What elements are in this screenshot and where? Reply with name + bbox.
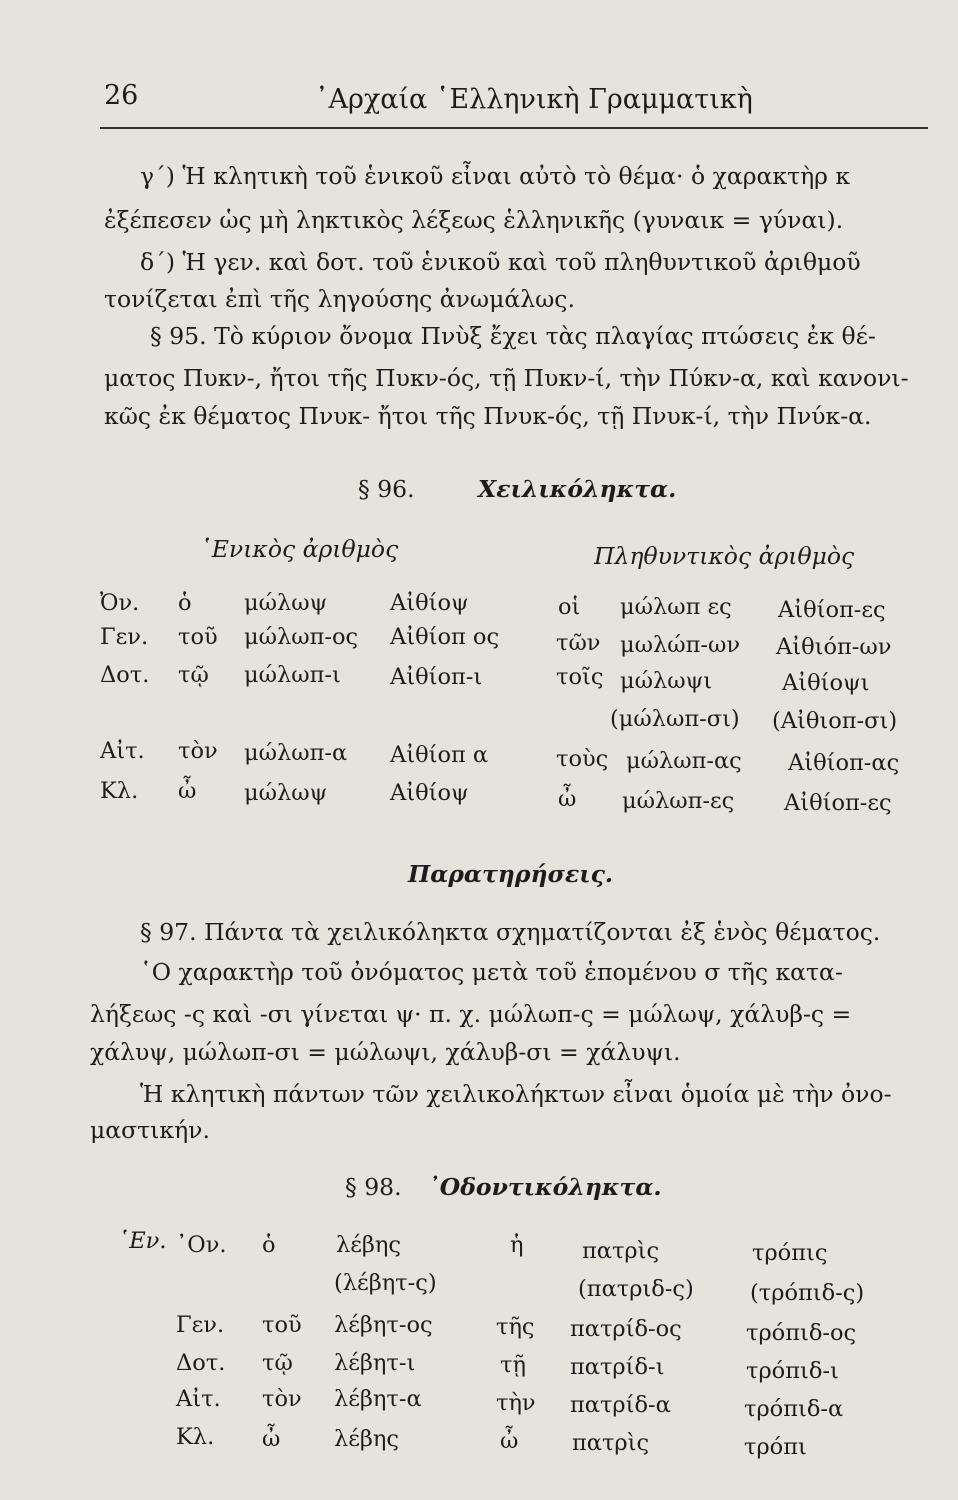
case-label: Ὀν. xyxy=(100,590,140,616)
plural-form: μώλωπ-ας xyxy=(626,748,742,774)
form: τρόπιδ-ι xyxy=(746,1358,839,1384)
form: λέβητ-α xyxy=(334,1386,422,1412)
form: Αἰθίοπ α xyxy=(390,742,489,768)
plural-form: Αἰθιόπ-ων xyxy=(776,634,892,660)
plural-article: τῶν xyxy=(556,630,601,656)
form: πατρίδ-α xyxy=(570,1392,671,1418)
plural-label: Πληθυντικὸς ἀριθμὸς xyxy=(594,542,855,570)
form: λέβητ-ος xyxy=(334,1312,433,1338)
remarks-heading: Παρατηρήσεις. xyxy=(408,860,614,888)
form: πατρὶς xyxy=(582,1238,660,1264)
form: λέβης xyxy=(336,1232,402,1258)
form: πατρίδ-ι xyxy=(570,1354,665,1380)
remarks-line: Ἡ κλητικὴ πάντων τῶν χειλικολήκτων εἶναι ὁμοία μὲ τὴν ὀνο- xyxy=(140,1080,892,1108)
plural-form: μώλωψι xyxy=(620,668,713,694)
section-96-number: § 96. xyxy=(358,475,415,503)
remarks-line: χάλυψ, μώλωπ-σι = μώλωψι, χάλυβ-σι = χάλυψι. xyxy=(90,1038,681,1066)
form: (τρόπιδ-ς) xyxy=(750,1280,865,1306)
case-label: Αἰτ. xyxy=(176,1386,221,1412)
form: μώλωπ-ος xyxy=(244,624,359,650)
number-label: ῾Εν. xyxy=(118,1228,167,1254)
case-label: Δοτ. xyxy=(100,662,150,688)
plural-form-alt: (Αἰθιοπ-σι) xyxy=(772,708,898,734)
article: τῷ xyxy=(178,662,209,688)
form: τρόπιδ-α xyxy=(744,1396,844,1422)
singular-label: ῾Ενικὸς ἀριθμὸς xyxy=(200,535,399,563)
section-98-title: ᾿Οδοντικόληκτα. xyxy=(428,1173,662,1201)
plural-form: Αἰθίοπ-ες xyxy=(778,597,886,623)
remarks-line: ῾Ο χαρακτὴρ τοῦ ὀνόματος μετὰ τοῦ ἑπομένου σ τῆς κατα- xyxy=(140,958,843,986)
form: μώλωψ xyxy=(244,780,328,806)
intro-line: κῶς ἐκ θέματος Πνυκ- ἤτοι τῆς Πνυκ-ός, τῇ Πνυκ-ί, τὴν Πνύκ-α. xyxy=(104,402,872,430)
remarks-line: μαστικήν. xyxy=(90,1116,210,1144)
plural-article: τοὺς xyxy=(556,746,609,772)
remarks-line: λήξεως -ς καὶ -σι γίνεται ψ· π. χ. μώλωπ-ς = μώλωψ, χάλυβ-ς = xyxy=(90,1000,852,1028)
article: ὁ xyxy=(178,590,192,616)
form: Αἰθίοψ xyxy=(390,590,469,616)
case-label: Δοτ. xyxy=(176,1350,226,1376)
article: τῷ xyxy=(262,1350,293,1376)
article: τοῦ xyxy=(262,1312,302,1338)
article: τῇ xyxy=(500,1352,526,1378)
plural-form: Αἰθίοπ-ες xyxy=(784,790,892,816)
plural-article: τοῖς xyxy=(556,664,604,690)
intro-line: § 95. Τὸ κύριον ὄνομα Πνὺξ ἔχει τὰς πλαγίας πτώσεις ἐκ θέ- xyxy=(150,322,876,350)
article: ὁ xyxy=(262,1232,276,1258)
case-label: Γεν. xyxy=(100,624,149,650)
header-rule xyxy=(100,127,928,129)
case-label: Γεν. xyxy=(176,1312,225,1338)
form: τρόπι xyxy=(744,1434,807,1460)
running-title: ᾿Αρχαία ῾Ελληνικὴ Γραμματικὴ xyxy=(315,84,753,115)
form: λέβητ-ι xyxy=(334,1350,416,1376)
section-96-title: Χειλικόληκτα. xyxy=(478,475,677,503)
plural-form: μώλωπ-ες xyxy=(622,788,735,814)
form: Αἰθίοπ ος xyxy=(390,624,500,650)
form: Αἰθίοπ-ι xyxy=(390,664,483,690)
form: (λέβητ-ς) xyxy=(334,1270,437,1296)
page-number: 26 xyxy=(104,80,139,111)
form: μώλωπ-ι xyxy=(244,662,341,688)
plural-form: μωλώπ-ων xyxy=(620,632,740,658)
form: λέβης xyxy=(334,1426,400,1452)
case-label: Κλ. xyxy=(100,778,139,804)
form: τρόπιδ-ος xyxy=(746,1320,857,1346)
form: Αἰθίοψ xyxy=(390,780,469,806)
form: πατρίδ-ος xyxy=(570,1316,682,1342)
plural-form-alt: (μώλωπ-σι) xyxy=(610,706,740,732)
form: τρόπις xyxy=(752,1240,828,1266)
form: μώλωπ-α xyxy=(244,740,348,766)
article: τὴν xyxy=(496,1390,536,1416)
intro-line: τονίζεται ἐπὶ τῆς ληγούσης ἀνωμάλως. xyxy=(104,285,575,313)
article: ὦ xyxy=(262,1426,281,1452)
form: (πατριδ-ς) xyxy=(578,1276,694,1302)
form: μώλωψ xyxy=(244,590,328,616)
section-98-number: § 98. xyxy=(345,1173,402,1201)
remarks-line: § 97. Πάντα τὰ χειλικόληκτα σχηματίζονται ἐξ ἑνὸς θέματος. xyxy=(140,918,881,946)
case-label: Κλ. xyxy=(176,1424,215,1450)
intro-line: ματος Πυκν-, ἤτοι τῆς Πυκν-ός, τῇ Πυκν-ί, τὴν Πύκν-α, καὶ κανονι- xyxy=(104,364,909,392)
plural-article: ὦ xyxy=(558,786,577,812)
plural-form: μώλωπ ες xyxy=(620,594,732,620)
article: ὦ xyxy=(500,1428,519,1454)
case-label: Αἰτ. xyxy=(100,738,145,764)
case-label: ᾿Ον. xyxy=(176,1232,227,1258)
plural-article: οἱ xyxy=(558,594,581,620)
article: ὦ xyxy=(178,778,197,804)
article: τὸν xyxy=(178,738,218,764)
article: τὸν xyxy=(262,1386,302,1412)
article: ἡ xyxy=(510,1232,524,1258)
plural-form: Αἰθίοπ-ας xyxy=(788,750,900,776)
intro-line: γ΄) Ἡ κλητικὴ τοῦ ἑνικοῦ εἶναι αὐτὸ τὸ θέμα· ὁ χαρακτὴρ κ xyxy=(140,162,851,190)
plural-form: Αἰθίοψι xyxy=(782,670,870,696)
intro-line: ἐξέπεσεν ὡς μὴ ληκτικὸς λέξεως ἑλληνικῆς (γυναικ = γύναι). xyxy=(104,206,844,234)
article: τοῦ xyxy=(178,624,218,650)
intro-line: δ΄) Ἡ γεν. καὶ δοτ. τοῦ ἑνικοῦ καὶ τοῦ πληθυντικοῦ ἀριθμοῦ xyxy=(140,248,861,276)
article: τῆς xyxy=(496,1314,535,1340)
form: πατρὶς xyxy=(572,1430,650,1456)
